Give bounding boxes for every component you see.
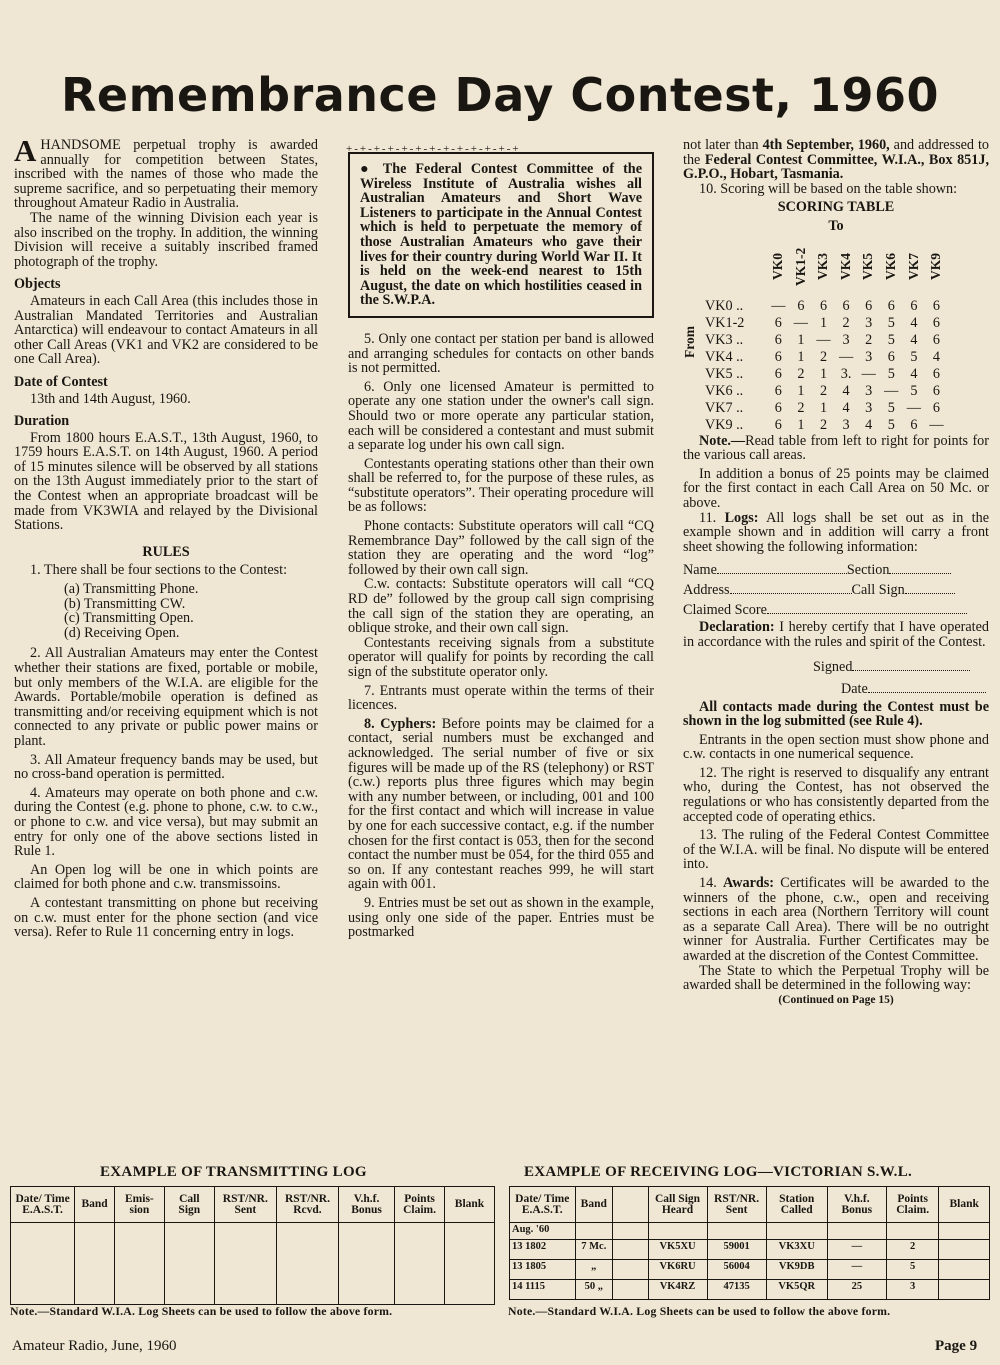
scoring-cell: 1 (819, 365, 828, 382)
scoring-cell: 1 (797, 382, 805, 399)
declaration-lead: Declaration: (699, 619, 775, 636)
scoring-row-label: VK3 .. (705, 331, 744, 348)
scoring-cell: 6 (774, 348, 782, 365)
declaration-text: I hereby certify that I have operated in accordance with the rules and spirit of the Contest. (683, 619, 989, 650)
sections-list (64, 582, 318, 640)
scoring-row (701, 315, 948, 332)
rule-14-lead: Awards: (723, 875, 774, 892)
duration-heading: Duration (14, 413, 70, 430)
rule-5: 5. Only one contact per station per band is allowed and arranging schedules for contacts on other bands is not permitted. (348, 330, 654, 377)
scoring-row-label: VK0 .. (705, 297, 744, 314)
rx-log-note: Note.—Standard W.I.A. Log Sheets can be used to follow the above form. (508, 1304, 891, 1318)
rx-log-cell (939, 1260, 990, 1280)
rx-log-cell: VK6RU (648, 1260, 707, 1280)
address-field (730, 593, 852, 594)
col-header (812, 236, 835, 298)
rule-1: 1. There shall be four sections to the Contest: (30, 562, 288, 579)
col-header-text: VK9 (928, 253, 944, 281)
rule-6-cw: C.w. contacts: Substitute operators will call “CQ RD de” followed by the group call sign comprising the call sign of the station they are operating, an oblique stroke, and their own call sign. (348, 576, 654, 637)
tx-log-header (11, 1187, 495, 1223)
scoring-cell: 2 (842, 314, 850, 331)
rx-log-cell: 25 (827, 1280, 886, 1300)
scoring-cell: 5 (910, 382, 918, 399)
rx-log-cell: 59001 (707, 1240, 766, 1260)
scoring-cell: 6 (774, 314, 782, 331)
scoring-cell: 4 (910, 331, 918, 348)
column-header: Date/ Time E.A.S.T. (510, 1187, 576, 1223)
scoring-cell: 4 (910, 314, 918, 331)
scoring-cell: 6 (932, 331, 940, 348)
column-header: Points Claim. (886, 1187, 939, 1223)
scoring-row-label: VK5 .. (705, 365, 744, 382)
rx-log-cell (939, 1280, 990, 1300)
rx-log-title: EXAMPLE OF RECEIVING LOG—VICTORIAN S.W.L. (524, 1164, 913, 1180)
rx-log-cell: — (827, 1260, 886, 1280)
blank-cell (75, 1223, 115, 1305)
scoring-cell: 2 (797, 365, 805, 382)
col-header (880, 236, 903, 298)
scoring-cell: — (884, 382, 899, 399)
column-header: Station Called (766, 1187, 827, 1223)
rx-log-body (510, 1240, 990, 1300)
scoring-cell: 6 (774, 382, 782, 399)
rule-11-lead: Logs: (724, 509, 759, 526)
rx-log-cell: VK9DB (766, 1260, 827, 1280)
section-item: (c) Transmitting Open. (64, 610, 194, 627)
perpetual-trophy-paragraph: The State to which the Perpetual Trophy will be awarded shall be determined in the following way: (683, 962, 989, 994)
scoring-cell: 3 (865, 399, 873, 416)
rx-log-cell: 50 „ (575, 1280, 613, 1300)
column-header: Call Sign (164, 1187, 214, 1223)
form-row (683, 580, 989, 600)
rule-12: 12. The right is reserved to disqualify any entrant who, during the Contest, has not observed the regulations or who has consistently departed from the accepted code of operating ethics. (683, 764, 989, 825)
field-callsign-label: Call Sign (851, 582, 905, 599)
declaration (683, 620, 989, 649)
blank-cell (164, 1223, 214, 1305)
rx-log-row (510, 1240, 990, 1260)
scoring-table (701, 236, 948, 434)
blank-cell (276, 1223, 338, 1305)
scoring-cell: 5 (887, 365, 895, 382)
callsign-field (905, 593, 955, 594)
front-sheet-form (683, 560, 989, 620)
blank-cell (648, 1223, 707, 1240)
scoring-cell: 6 (774, 399, 782, 416)
scoring-body (701, 298, 948, 434)
scoring-cell: 3 (865, 348, 873, 365)
rx-log-cell: — (827, 1240, 886, 1260)
rule-6-substitutes: Contestants operating stations other than their own shall be referred to, for the purpose of these rules, as “substitute operators”. Their operating procedure will be as follows: (348, 455, 654, 516)
field-date-label: Date (841, 680, 868, 697)
scoring-cell: — (838, 348, 854, 365)
col-header (925, 236, 948, 298)
rx-log-cell: 3 (886, 1280, 939, 1300)
rule-14 (683, 876, 989, 964)
intro-paragraph (14, 133, 318, 212)
scoring-cell: 6 (842, 297, 850, 314)
rule-3: 3. All Amateur frequency bands may be used, but no cross-band operation is permitted. (14, 751, 318, 783)
date-heading: Date of Contest (14, 373, 108, 390)
field-signed-label: Signed (813, 658, 853, 675)
tx-log-title: EXAMPLE OF TRANSMITTING LOG (100, 1164, 367, 1180)
scoring-cell: 3. (840, 365, 852, 382)
rule-4: 4. Amateurs may operate on both phone and c.w. during the Contest (e.g. phone to phone, c.w. to c.w., or phone to c.w. and vice versa), but may submit an entry for only one of the above sections listed in Rule 1. (14, 784, 318, 860)
column-header: V.h.f. Bonus (827, 1187, 886, 1223)
scoring-cell: 4 (842, 382, 850, 399)
scoring-cell: 6 (910, 416, 918, 433)
column-1 (14, 133, 318, 941)
scoring-cell: 5 (887, 331, 895, 348)
scoring-row (701, 332, 948, 349)
scoring-cell: 5 (910, 348, 918, 365)
tx-log-blank-row (11, 1223, 495, 1305)
blank-cell (939, 1223, 990, 1240)
all-contacts-paragraph: All contacts made during the Contest must be shown in the log submitted (see Rule 4). (683, 698, 989, 730)
scoring-cell: 6 (932, 314, 940, 331)
scoring-cell: 2 (819, 382, 828, 399)
scoring-cell: 2 (819, 416, 828, 433)
intro-text: HANDSOME perpetual trophy is awarded annually for competition between States, inscribed with the names of those who made the supreme sacrifice, and so perpetuating their memory throughout Amateur Radio in Australia. (14, 137, 318, 212)
col-header-text: VK6 (882, 253, 898, 281)
section-field (889, 573, 951, 574)
corner-cell (701, 236, 767, 298)
section-item: (d) Receiving Open. (64, 624, 180, 641)
blank-cell (114, 1223, 164, 1305)
column-header: RST/NR. Rcvd. (276, 1187, 338, 1223)
scoring-cell: 2 (819, 348, 828, 365)
objects-paragraph: Amateurs in each Call Area (this includes those in Australian Mandated Territories and Australian Antarctica) will endeavour to contact Amateurs in all other Call Areas (VK1 and VK2 are considered to be one Call Area). (14, 292, 318, 368)
scoring-cell: 4 (865, 416, 873, 433)
scoring-header-row (701, 236, 948, 298)
column-header: Date/ Time E.A.S.T. (11, 1187, 75, 1223)
blank-cell (11, 1223, 75, 1305)
scoring-row-label: VK7 .. (705, 399, 744, 416)
col-header-text: VK3 (815, 253, 831, 281)
column-header: Blank (939, 1187, 990, 1223)
rx-log-cell (613, 1240, 648, 1260)
scoring-cell: 3 (842, 331, 850, 348)
rule-6-phone: Phone contacts: Substitute operators will call “CQ Remembrance Day” followed by the call sign of the station they are operating and the word “log” followed by their own call sign. (348, 518, 654, 578)
rule-8-text: Before points may be claimed for a contact, serial numbers must be exchanged and acknowledged. The serial number of five or six figures will be made up of the RS (telephony) or RST (c.w.) reports plus three figures which may begin with any number between, or including, 001 and 100 for the first contact and which will increase in value by one for each successive contact, e.g. if the number chosen for the first contact is 053, then for the second contact the number must be 054, for the third 055 and so on. If any contestant reaches 999, he will start again with 001. (348, 715, 654, 893)
rule-10: 10. Scoring will be based on the table shown: (699, 180, 958, 197)
blank-cell (395, 1223, 445, 1305)
scoring-table-title: SCORING TABLE (777, 199, 895, 216)
blank-cell (886, 1223, 939, 1240)
section-item: (b) Transmitting CW. (64, 595, 186, 612)
blank-cell (445, 1223, 495, 1305)
rx-log-month-row (510, 1223, 990, 1240)
rule-11-text: All logs shall be set out as in the example shown and in addition will carry a front sheet showing the following information: (683, 509, 990, 555)
scoring-cell: 6 (887, 348, 895, 365)
rx-log-row (510, 1280, 990, 1300)
col-header-text: VK0 (770, 253, 785, 281)
month-cell: Aug. '60 (510, 1223, 576, 1240)
date-paragraph: 13th and 14th August, 1960. (30, 390, 191, 407)
claimed-field (767, 613, 967, 614)
scoring-cell: 3 (842, 416, 850, 433)
scoring-cell: 2 (865, 331, 873, 348)
rx-log-cell: VK5XU (648, 1240, 707, 1260)
blank-cell (707, 1223, 766, 1240)
rx-log-cell: 5 (886, 1260, 939, 1280)
objects-heading: Objects (14, 276, 61, 293)
field-name-label: Name (683, 562, 717, 579)
field-claimed-label: Claimed Score (683, 602, 767, 619)
scoring-cell: 3 (865, 314, 873, 331)
rule-2: 2. All Australian Amateurs may enter the Contest whether their stations are fixed, portable or mobile, but only members of the W.I.A. are eligible for the Awards. Portable/mobile operation is defined as transmitting and/or receiving equipment which is not connected to any private or public power mains or plant. (14, 645, 318, 749)
rx-log-cell: 56004 (707, 1260, 766, 1280)
blank-cell (766, 1223, 827, 1240)
scoring-cell: 6 (774, 331, 782, 348)
scoring-row (701, 417, 948, 434)
scoring-row-label: VK6 .. (705, 382, 744, 399)
rx-log-cell: „ (575, 1260, 613, 1280)
scoring-table-to: To (828, 217, 844, 234)
col-header (835, 236, 858, 298)
contest-notice-box: +-+-+-+-+-+-+-+-+-+-+-+-+ ● The Federal Contest Committee of the Wireless Institute of Australia wishes all Australian Amateurs and Short Wave Listeners to participate in the Annual Contest which is held to perpetuate the memory of those Australian Amateurs who gave their lives for their country during World War II. It is held on the week-end nearest to 15th August, the date on which hostilities ceased in the S.W.P.A. (348, 152, 654, 318)
scoring-cell: 2 (797, 399, 805, 416)
winning-division-paragraph: The name of the winning Division each year is also inscribed on the trophy. In addition, the winning Division will receive a suitably inscribed framed photograph of the trophy. (14, 209, 318, 270)
scoring-cell: 1 (797, 416, 805, 433)
signed-field (852, 670, 970, 671)
field-address-label: Address (683, 582, 730, 599)
form-row (813, 656, 989, 678)
scoring-row (701, 400, 948, 417)
rx-log-cell: 14 1115 (510, 1280, 576, 1300)
duration-paragraph: From 1800 hours E.A.S.T., 13th August, 1960, to 1759 hours E.A.S.T. on 14th August, 1960. A period of 15 minutes silence will be observed by all stations on the 13th August immediately prior to the start of the Contest when an appropriate broadcast will be made from VK3WIA and relayed by the Divisional Stations. (14, 429, 318, 534)
rule-4-open-log: An Open log will be one in which points are claimed for both phone and c.w. transmissoins. (14, 861, 318, 893)
column-header: Band (575, 1187, 613, 1223)
rx-log-cell: 13 1805 (510, 1260, 576, 1280)
text-span: and addressed to the (683, 137, 990, 168)
rule-9: 9. Entries must be set out as shown in the example, using only one side of the paper. Entries must be postmarked (348, 894, 655, 941)
scoring-cell: 6 (887, 297, 895, 314)
rx-log-cell (939, 1240, 990, 1260)
footer-page-number: Page 9 (935, 1338, 978, 1354)
scoring-cell: 4 (842, 399, 850, 416)
form-row (813, 678, 989, 700)
rx-log-header (510, 1187, 990, 1223)
scoring-cell: 1 (797, 348, 805, 365)
rx-log-table (509, 1186, 990, 1300)
col-header-text: VK4 (837, 253, 853, 281)
rx-log-cell: VK4RZ (648, 1280, 707, 1300)
bonus-paragraph: In addition a bonus of 25 points may be claimed for the first contact in each Call Area on 50 Mc. or above. (683, 465, 989, 511)
rule-11 (683, 511, 989, 555)
scoring-cell: 6 (932, 297, 940, 314)
scoring-cell: 6 (774, 416, 782, 433)
scoring-cell: 5 (887, 314, 895, 331)
rule-number: 11. (699, 509, 717, 526)
scoring-cell: 6 (910, 297, 918, 314)
scoring-cell: 6 (932, 365, 940, 382)
scoring-cell: 6 (819, 297, 828, 314)
tx-log-note: Note.—Standard W.I.A. Log Sheets can be used to follow the above form. (10, 1304, 393, 1318)
scoring-row-label: VK1-2 (705, 314, 745, 331)
column-header: Points Claim. (395, 1187, 445, 1223)
scoring-table-from: From (682, 325, 697, 358)
rx-log-cell: 13 1802 (510, 1240, 576, 1260)
contest-address: Federal Contest Committee, W.I.A., Box 851J, G.P.O., Hobart, Tasmania. (683, 151, 989, 183)
name-field (717, 573, 847, 574)
rx-log-cell: VK5QR (766, 1280, 827, 1300)
scoring-cell: 6 (797, 297, 805, 314)
scoring-cell: — (929, 416, 944, 433)
blank-cell (214, 1223, 276, 1305)
rule-13: 13. The ruling of the Federal Contest Committee of the W.I.A. will be final. No dispute will be entered into. (683, 827, 989, 873)
signature-form (683, 656, 989, 700)
scoring-cell: 4 (932, 348, 940, 365)
rx-log-row (510, 1260, 990, 1280)
section-item: (a) Transmitting Phone. (64, 581, 199, 598)
page-title: Remembrance Day Contest, 1960 (60, 68, 940, 122)
col-header-text: VK1-2 (792, 247, 808, 286)
field-section-label: Section (846, 562, 890, 579)
column-header: Call Sign Heard (648, 1187, 707, 1223)
scoring-cell: 4 (910, 365, 918, 382)
column-header: Blank (445, 1187, 495, 1223)
form-row (683, 600, 989, 620)
rules-heading: RULES (142, 543, 190, 560)
column-header (613, 1187, 648, 1223)
col-header (857, 236, 880, 298)
scoring-cell: 6 (932, 382, 940, 399)
scoring-row (701, 298, 948, 315)
scoring-cell: — (793, 314, 808, 331)
scoring-cell: 5 (887, 399, 895, 416)
scoring-cell: 1 (819, 314, 828, 331)
rule-6-receiving: Contestants receiving signals from a substitute operator will qualify for points by recording the call sign of the substitute operator only. (348, 634, 654, 680)
deadline-date: 4th September, 1960, (762, 137, 890, 153)
text-span: not later than (683, 137, 763, 153)
scoring-row (701, 383, 948, 400)
rule-8-lead: 8. Cyphers: (364, 715, 437, 732)
scoring-cell: — (906, 399, 921, 416)
scoring-row-label: VK9 .. (705, 416, 744, 433)
blank-cell (613, 1223, 648, 1240)
scoring-table-wrap (683, 236, 989, 434)
blank-cell (827, 1223, 886, 1240)
col-header (767, 236, 790, 298)
scoring-cell: — (771, 297, 786, 314)
tx-log-table (10, 1186, 495, 1305)
col-header-text: VK5 (860, 253, 876, 281)
column-header: RST/NR. Sent (214, 1187, 276, 1223)
scoring-cell: 6 (774, 365, 782, 382)
rule-6: 6. Only one licensed Amateur is permitted to operate any one station under the owner's call sign. Should two or more operate any particular station, each will be considered a contestant and must submit a separate log under his own call sign. (348, 378, 654, 454)
rx-log-cell: 47135 (707, 1280, 766, 1300)
scoring-row-label: VK4 .. (705, 348, 744, 365)
col-header (790, 236, 813, 298)
rule-9-continued (683, 138, 989, 182)
rx-log-cell: 2 (886, 1240, 939, 1260)
scoring-cell: — (816, 331, 831, 348)
open-section-paragraph: Entrants in the open section must show phone and c.w. contacts in one numerical sequence. (683, 731, 989, 763)
rx-log-cell: VK3XU (766, 1240, 827, 1260)
scoring-note (683, 434, 989, 463)
form-row (683, 560, 989, 580)
note-lead: Note.— (699, 432, 746, 449)
column-header: Band (75, 1187, 115, 1223)
continued-note: (Continued on Page 15) (778, 993, 894, 1006)
column-3 (683, 138, 989, 1007)
column-header: V.h.f. Bonus (339, 1187, 395, 1223)
scoring-row (701, 349, 948, 366)
rx-log-cell: 7 Mc. (575, 1240, 613, 1260)
rule-8 (348, 717, 654, 892)
column-header: RST/NR. Sent (707, 1187, 766, 1223)
scoring-cell: 1 (819, 399, 828, 416)
scoring-row (701, 366, 948, 383)
rule-7: 7. Entrants must operate within the terms of their licences. (348, 682, 654, 714)
drop-cap: A (14, 133, 37, 168)
scoring-cell: — (861, 365, 876, 382)
footer-publication: Amateur Radio, June, 1960 (12, 1338, 177, 1354)
rx-log-cell (613, 1260, 648, 1280)
scoring-cell: 1 (797, 331, 805, 348)
rule-14-text: Certificates will be awarded to the winners of the phone, c.w., open and receiving sections in each area (Northern Territory will count as a separate Call Area). There will be no outright winner for Australia. Further Certificates may be awarded at the discretion of the Contest Committee. (683, 875, 990, 964)
scoring-cell: 6 (865, 297, 873, 314)
date-field (868, 692, 986, 693)
blank-cell (575, 1223, 613, 1240)
rx-log-cell (613, 1280, 648, 1300)
column-header: Emis- sion (114, 1187, 164, 1223)
rule-number: 14. (699, 875, 717, 892)
note-text: Read table from left to right for points for the various call areas. (683, 432, 989, 464)
col-header-text: VK7 (905, 253, 921, 281)
column-2 (348, 150, 654, 940)
blank-cell (339, 1223, 395, 1305)
col-header (903, 236, 926, 298)
rule-4-cross-mode: A contestant transmitting on phone but receiving on c.w. must enter for the phone section (and vice versa). Refer to Rule 11 concerning entry in logs. (14, 894, 318, 941)
scoring-cell: 5 (887, 416, 895, 433)
scoring-cell: 6 (932, 399, 940, 416)
scoring-cell: 3 (865, 382, 873, 399)
